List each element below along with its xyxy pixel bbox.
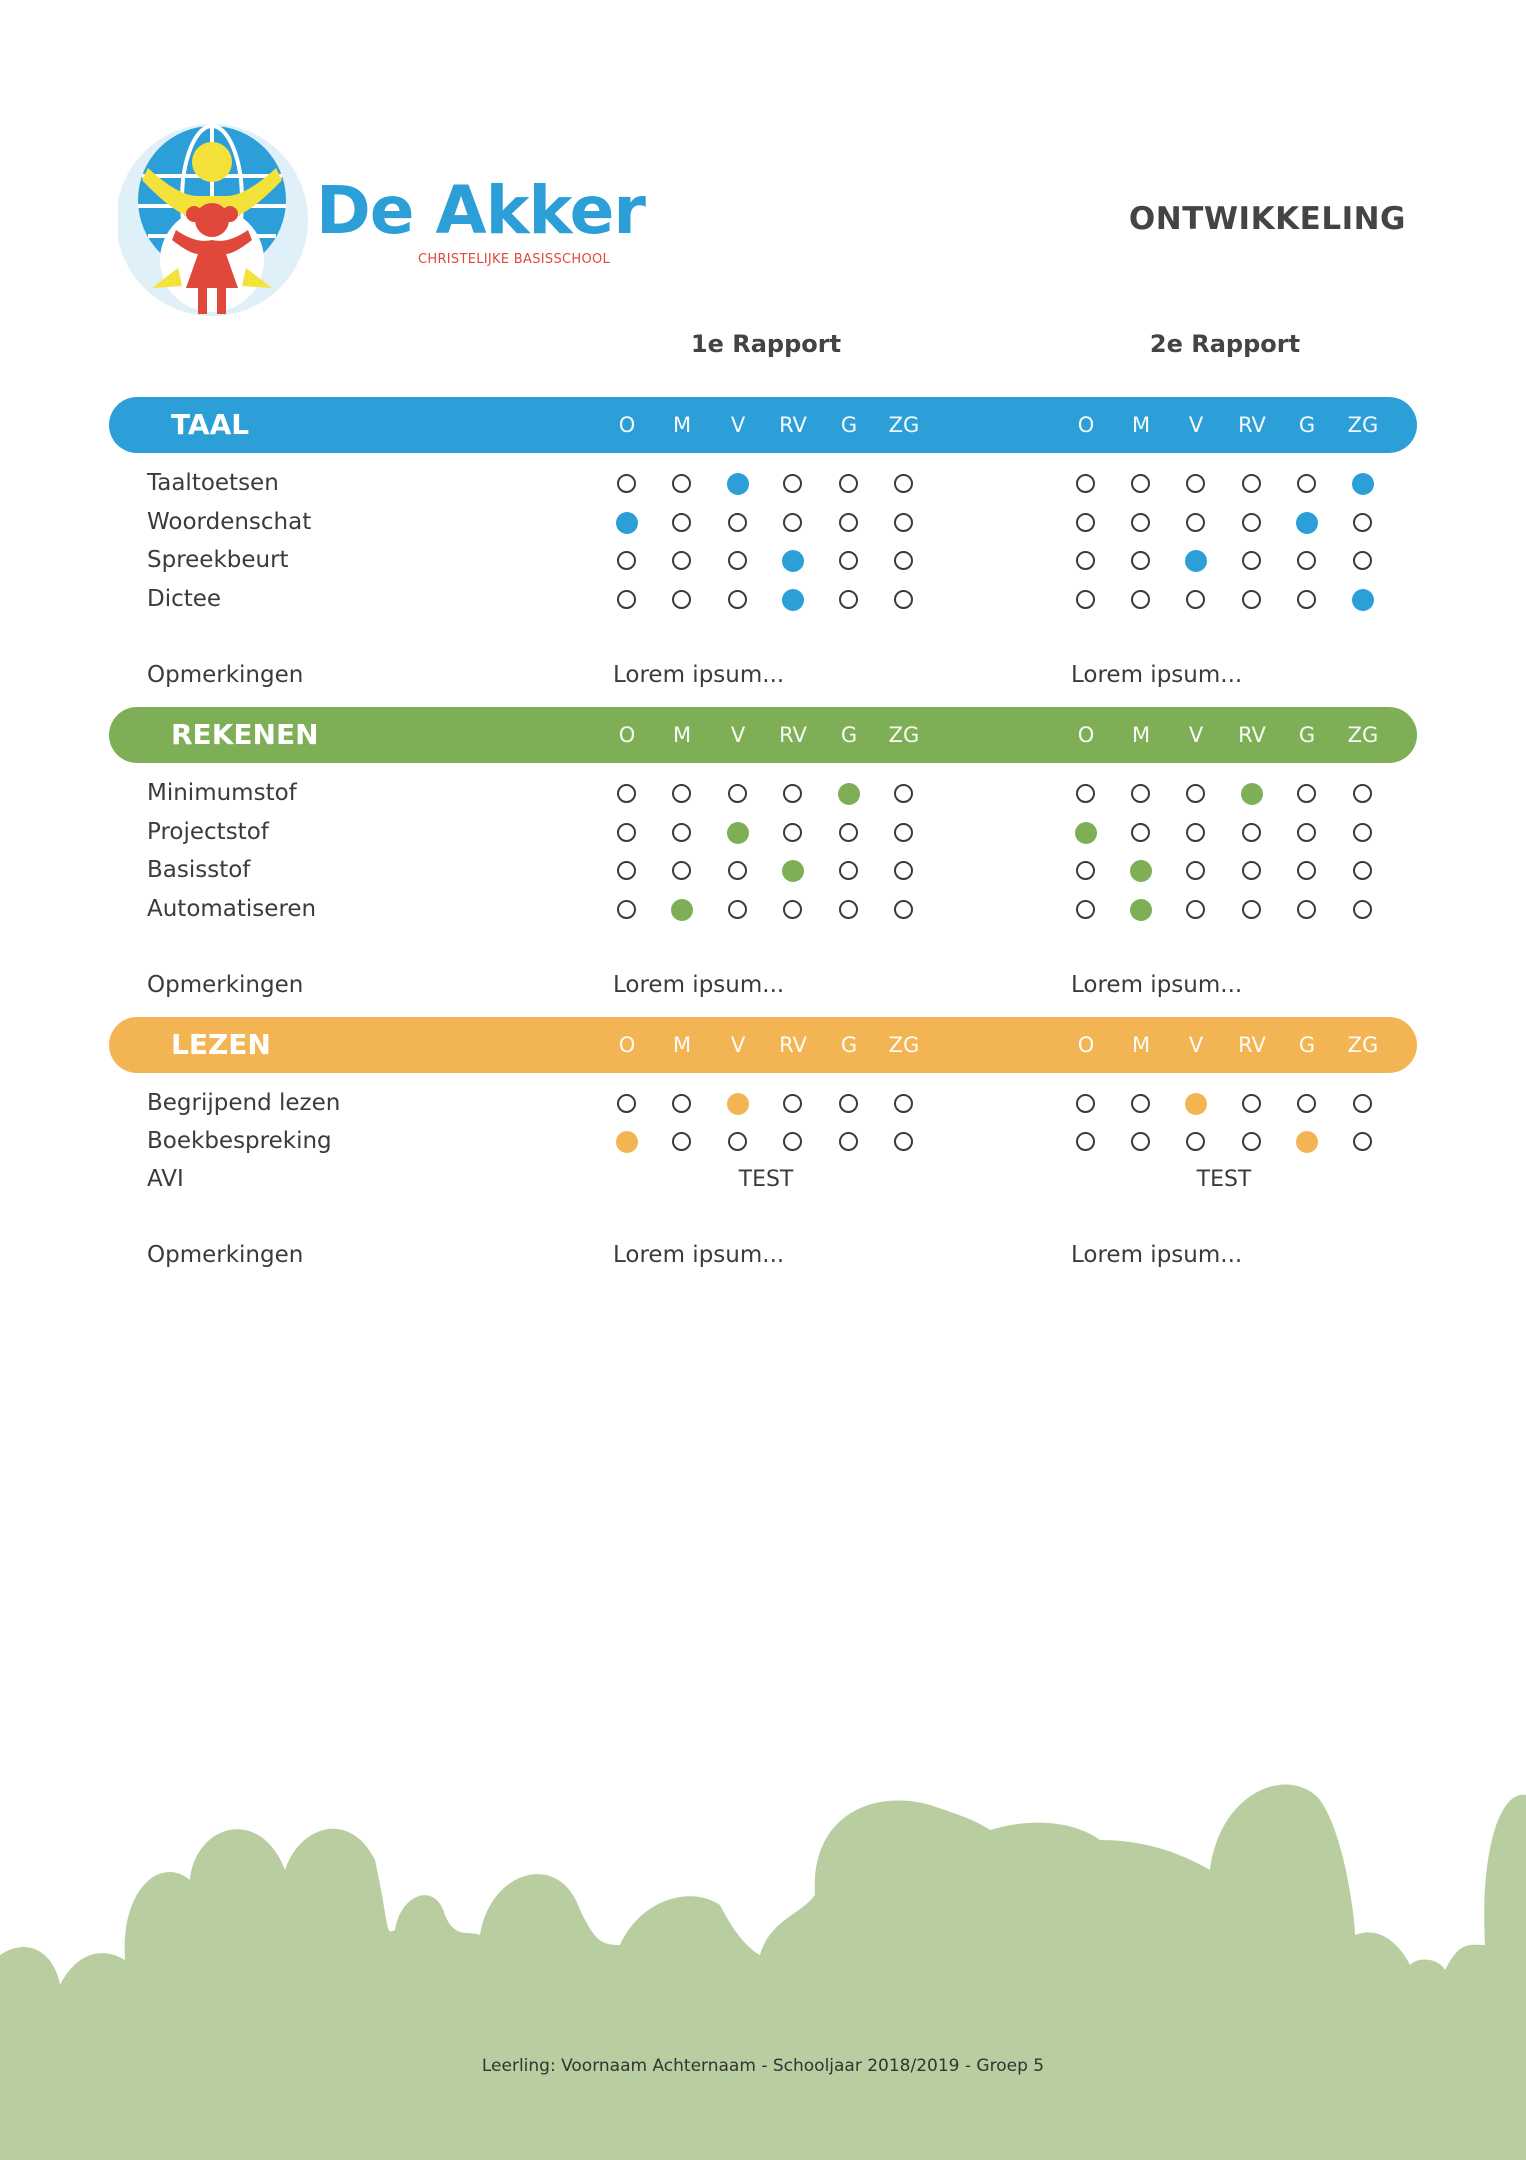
grade-dot-selected [1130,860,1152,882]
grade-dot [672,861,691,880]
grade-dot [783,1094,802,1113]
grade-dot [1297,823,1316,842]
grade-dot [783,1132,802,1151]
section-title: LEZEN [171,1028,271,1061]
row-label: Minimumstof [147,780,297,806]
grade-dot [617,784,636,803]
grade-column-header: O [1077,1033,1095,1057]
grade-dot [1353,513,1372,532]
grade-dot [1131,1132,1150,1151]
remark-rapport-2: Lorem ipsum... [1071,1242,1243,1268]
grade-dot [1131,551,1150,570]
grade-dot [728,861,747,880]
grade-dot [1353,784,1372,803]
grade-dot [1131,474,1150,493]
grade-column-header: V [730,413,746,437]
grade-dot [894,861,913,880]
grade-column-header: V [1188,1033,1204,1057]
grade-column-header: RV [1238,413,1266,437]
grade-column-header: V [1188,723,1204,747]
row-label: Taaltoetsen [147,470,279,496]
grade-column-header: G [840,413,858,437]
grade-dot [1076,1094,1095,1113]
grade-dot [1353,1094,1372,1113]
grade-dot [672,513,691,532]
grade-dot-selected [1352,473,1374,495]
grade-column-header: RV [1238,723,1266,747]
grade-dot [1186,1132,1205,1151]
grade-dot [839,1094,858,1113]
rapport-2-heading: 2e Rapport [1149,330,1301,358]
grade-dot [1186,861,1205,880]
grade-dot [1076,1132,1095,1151]
grade-dot [617,823,636,842]
grade-dot [1297,474,1316,493]
grade-dot [1297,551,1316,570]
avi-label: AVI [147,1166,184,1192]
row-label: Projectstof [147,819,269,845]
grade-dot [1076,861,1095,880]
grade-dot-selected [616,512,638,534]
grade-dot [728,513,747,532]
avi-value-r1: TEST [738,1167,794,1192]
grade-dot [1297,1094,1316,1113]
grade-dot-selected [1352,589,1374,611]
remark-rapport-1: Lorem ipsum... [613,972,785,998]
grade-dot [1242,1132,1261,1151]
grade-dot-selected [1296,1131,1318,1153]
grade-column-header: RV [779,723,807,747]
grade-dot [839,900,858,919]
remark-rapport-1: Lorem ipsum... [613,1242,785,1268]
grade-dot [1131,1094,1150,1113]
grade-dot [783,784,802,803]
remark-rapport-2: Lorem ipsum... [1071,972,1243,998]
grade-column-header: G [1298,413,1316,437]
remarks-label: Opmerkingen [147,662,304,688]
grade-dot-selected [1130,899,1152,921]
grade-column-header: M [672,1033,692,1057]
page-title: ONTWIKKELING [1128,201,1406,237]
grade-dot [672,590,691,609]
grade-column-header: G [840,1033,858,1057]
grade-dot [1076,551,1095,570]
grade-column-header: RV [779,413,807,437]
grade-dot [1076,513,1095,532]
row-label: Begrijpend lezen [147,1090,341,1116]
grade-dot [894,900,913,919]
grade-column-header: V [730,723,746,747]
grade-dot [839,590,858,609]
row-label: Spreekbeurt [147,547,289,573]
grade-dot-selected [727,822,749,844]
grade-dot [1242,513,1261,532]
remarks-label: Opmerkingen [147,972,304,998]
grade-dot [617,1094,636,1113]
grade-dot-selected [1185,1093,1207,1115]
grade-dot [617,551,636,570]
grade-dot [672,823,691,842]
section-band-taal [109,397,1417,453]
grade-column-header: V [1188,413,1204,437]
grade-dot [1242,590,1261,609]
grade-dot [1186,513,1205,532]
grade-column-header: O [618,413,636,437]
grade-dot [894,1094,913,1113]
grade-dot [1297,590,1316,609]
grade-dot [783,513,802,532]
grade-dot [1353,1132,1372,1151]
grade-dot [1242,1094,1261,1113]
grade-dot [1131,823,1150,842]
grade-dot [672,474,691,493]
grade-dot [894,784,913,803]
grade-dot [894,823,913,842]
grade-dot [1242,474,1261,493]
grade-dot [894,590,913,609]
grade-column-header: G [840,723,858,747]
grade-dot [617,590,636,609]
grade-dot [672,1094,691,1113]
grade-dot-selected [838,783,860,805]
grade-column-header: M [672,413,692,437]
grade-dot [783,823,802,842]
remark-rapport-2: Lorem ipsum... [1071,662,1243,688]
grade-dot [1297,861,1316,880]
section-title: TAAL [171,408,250,441]
grade-dot [1131,784,1150,803]
grade-dot [783,474,802,493]
grade-dot [1297,784,1316,803]
grade-dot [894,1132,913,1151]
grade-dot [1186,590,1205,609]
grade-dot [1353,900,1372,919]
grade-dot [672,784,691,803]
grade-dot [1131,590,1150,609]
grade-dot [728,1132,747,1151]
grade-dot [728,784,747,803]
grade-dot [839,823,858,842]
grade-dot [1242,551,1261,570]
grade-column-header: M [1131,413,1151,437]
grade-column-header: G [1298,1033,1316,1057]
footer-student-info: Leerling: Voornaam Achternaam - Schooljaar 2018/2019 - Groep 5 [481,2056,1045,2076]
grade-column-header: O [618,723,636,747]
row-label: Basisstof [147,857,251,883]
grade-dot [1242,861,1261,880]
grade-dot [617,474,636,493]
grade-column-header: ZG [888,1033,920,1057]
school-name: De Akker [316,172,645,249]
grade-dot [728,900,747,919]
row-label: Dictee [147,586,222,612]
section-title: REKENEN [171,718,319,751]
grade-dot [839,1132,858,1151]
grade-column-header: RV [1238,1033,1266,1057]
grade-dot [1076,784,1095,803]
grade-column-header: V [730,1033,746,1057]
grade-dot [783,900,802,919]
grade-dot [1076,474,1095,493]
grade-dot [1186,784,1205,803]
grade-dot [1186,474,1205,493]
grade-column-header: G [1298,723,1316,747]
grade-dot [672,551,691,570]
avi-value-r2: TEST [1196,1167,1252,1192]
row-label: Woordenschat [147,509,312,535]
grade-column-header: O [1077,723,1095,747]
grade-dot-selected [1075,822,1097,844]
grade-dot [1076,590,1095,609]
grade-dot [617,900,636,919]
grade-dot-selected [782,860,804,882]
grade-column-header: ZG [1347,723,1379,747]
grade-dot-selected [1185,550,1207,572]
grade-dot-selected [1296,512,1318,534]
grade-dot [1186,823,1205,842]
grade-dot [1242,823,1261,842]
grade-dot [894,474,913,493]
grade-dot [894,551,913,570]
grade-dot [839,474,858,493]
grade-column-header: O [618,1033,636,1057]
grade-dot-selected [616,1131,638,1153]
row-label: Boekbespreking [147,1128,332,1154]
grade-dot [1131,513,1150,532]
grade-dot [839,551,858,570]
grade-dot [1186,900,1205,919]
grade-dot [1297,900,1316,919]
grade-column-header: M [1131,723,1151,747]
section-band-rekenen [109,707,1417,763]
grade-dot [1353,551,1372,570]
grade-column-header: M [672,723,692,747]
grade-column-header: M [1131,1033,1151,1057]
grade-dot [617,861,636,880]
rapport-1-heading: 1e Rapport [690,330,842,358]
grade-dot [1353,823,1372,842]
school-subtitle: CHRISTELIJKE BASISSCHOOL [418,252,611,267]
row-label: Automatiseren [147,896,317,922]
grade-dot [672,1132,691,1151]
grade-dot [839,861,858,880]
grade-dot-selected [1241,783,1263,805]
grade-dot [728,590,747,609]
grade-column-header: RV [779,1033,807,1057]
grade-column-header: ZG [888,723,920,747]
grade-column-header: ZG [888,413,920,437]
grade-dot-selected [782,550,804,572]
grade-dot [1076,900,1095,919]
grade-dot-selected [727,1093,749,1115]
grade-column-header: ZG [1347,413,1379,437]
grade-dot [1242,900,1261,919]
grade-dot [894,513,913,532]
grade-dot [728,551,747,570]
grade-dot [1353,861,1372,880]
bushes-illustration [0,1770,1526,2160]
grade-dot-selected [671,899,693,921]
grade-dot-selected [782,589,804,611]
grade-dot-selected [727,473,749,495]
remarks-label: Opmerkingen [147,1242,304,1268]
remark-rapport-1: Lorem ipsum... [613,662,785,688]
section-band-lezen [109,1017,1417,1073]
grade-column-header: ZG [1347,1033,1379,1057]
grade-column-header: O [1077,413,1095,437]
grade-dot [839,513,858,532]
